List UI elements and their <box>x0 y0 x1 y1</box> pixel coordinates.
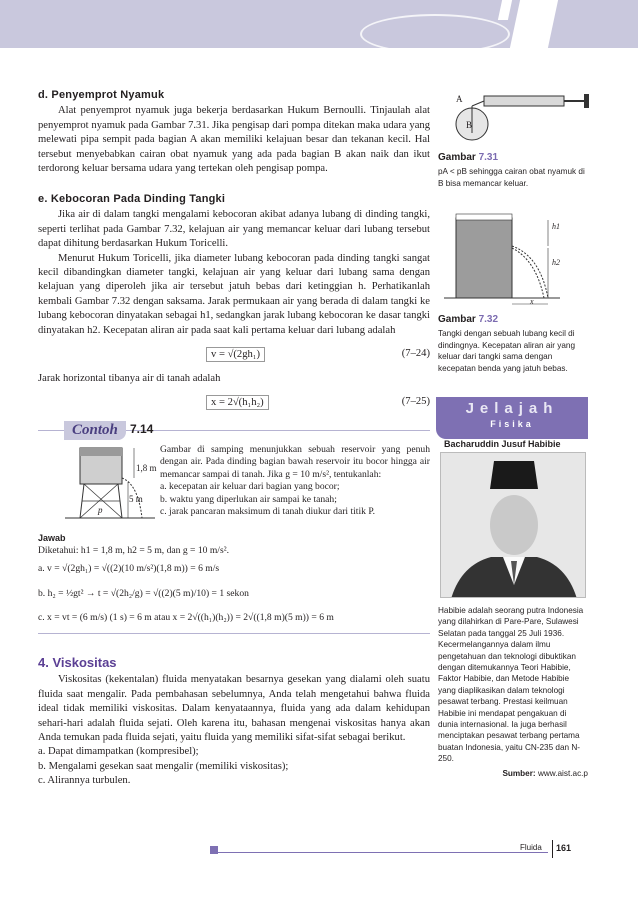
pump-handle <box>584 94 589 108</box>
example-tag: Contoh <box>64 421 126 440</box>
label-b: B <box>466 120 473 130</box>
section-e-paragraph-2: Menurut Hukum Toricelli, jika diameter lubang kebocoran pada dinding tangki sangat kecil dibandingkan diameter tangki, kelajuan air yang keluar dari lubang sama dengan kelajuan yang diperoleh jika air tersebut jatuh bebas dari ketinggian h. Perhatikanlah kembali Gambar 7.32 dengan saksama. Jarak permukaan air yang berada di dalam tangki ke lubang kebocoran dinyatakan sebagai h1, sedangkan jarak lubang kebocoran ke dasar tangki dinyatakan h2. Kecepatan aliran air pada saat kali pertama keluar dari lubang adalah <box>38 252 430 336</box>
decorative-stripe <box>498 0 512 20</box>
jelajah-subtitle: Fisika <box>490 419 534 429</box>
example-item: b. waktu yang diperlukan air sampai ke tanah; <box>160 493 337 505</box>
section-4-heading: 4. Viskositas <box>38 655 117 670</box>
tank-top <box>456 214 512 220</box>
figure-word: Gambar <box>438 314 476 325</box>
decorative-ring <box>360 14 510 54</box>
label-x: x <box>530 297 534 306</box>
jelajah-title: Jelajah <box>465 400 559 417</box>
equation-v: v = √(2gh₁) <box>206 347 265 362</box>
chapter-name: Fluida <box>520 843 542 852</box>
section-e-heading: e. Kebocoran Pada Dinding Tangki <box>38 193 226 205</box>
face <box>490 495 538 555</box>
example-item: a. kecepatan air keluar dari bagian yang bocor; <box>160 481 340 493</box>
figure-caption-text: pA < pB sehingga cairan obat nyamuk di B bisa memancar keluar. <box>438 167 585 188</box>
equation-7-25 <box>38 395 430 411</box>
page-number: 161 <box>556 843 572 853</box>
example-question <box>160 444 430 518</box>
answer-given: Diketahui: h1 = 1,8 m, h2 = 5 m, dan g = 10 m/s². <box>38 544 229 556</box>
label-h1: 1,8 m <box>136 463 157 473</box>
figure-caption-text: Tangki dengan sebuah lubang kecil di dindingnya. Kecepatan aliran air yang keluar dari tangki sama dengan kecepatan benda yang jatuh bebas. <box>438 329 576 373</box>
sprayer-figure <box>444 88 596 146</box>
example-text: Gambar di samping menunjukkan sebuah reservoir yang penuh dengan air. Pada dinding bagian bawah reservoir itu bocor hingga air memancar sampai di tanah. Jika g = 10 m/s², tentukanlah: <box>160 444 430 480</box>
habibie-photo <box>440 452 586 598</box>
equation-number: (7–25) <box>401 396 430 407</box>
footer-line <box>218 852 548 853</box>
jelajah-bio <box>438 605 588 779</box>
list-item: b. Mengalami gesekan saat mengalir (memiliki viskositas); <box>38 760 289 772</box>
tank <box>456 218 512 298</box>
person-name: Bacharuddin Jusuf Habibie <box>444 439 561 449</box>
section-e <box>38 192 430 338</box>
label-h1: h1 <box>552 222 560 231</box>
example-header <box>38 421 430 441</box>
section-e-paragraph-1: Jika air di dalam tangki mengalami kebocoran akibat adanya lubang di dinding tangki, seperti terlihat pada Gambar 7.32, kelajuan air yang memancar keluar dari lubang tersebut dapat dihitung berdasarkan Hukum Toricelli. <box>38 209 430 250</box>
figure-7-31-caption <box>438 152 588 189</box>
answer-c: c. x = vt = (6 m/s) (1 s) = 6 m atau x = 2√((h₁)(h₂)) = 2√((1,8 m)(5 m)) = 6 m <box>38 612 334 624</box>
figure-number: 7.31 <box>478 152 499 163</box>
peci-cap <box>490 461 538 489</box>
figure-title <box>438 152 588 163</box>
section-e-paragraph-3: Jarak horizontal tibanya air di tanah adalah <box>38 373 221 384</box>
equation-7-24 <box>38 347 430 363</box>
label-h2: h2 <box>552 258 560 267</box>
header-band <box>0 0 638 48</box>
figure-number: 7.32 <box>478 314 499 325</box>
figure-title <box>438 314 588 325</box>
answer-a: a. v = √(2gh₁) = √((2)(10 m/s²)(1,8 m)) = 6 m/s <box>38 563 220 575</box>
source-line <box>438 768 588 779</box>
example-number: 7.14 <box>130 422 154 436</box>
footer-separator <box>552 840 553 858</box>
footer-square <box>210 846 218 854</box>
portrait-image <box>441 453 586 598</box>
source-text: www.aist.ac.p <box>537 768 588 778</box>
section-d-heading: d. Penyemprot Nyamuk <box>38 89 165 101</box>
section-4-paragraph: Viskositas (kekentalan) fluida menyatakan besarnya gesekan yang dialami oleh suatu fluida saat mengalir. Pada pembahasan sebelumnya, Anda telah mengetahui bahwa fluida ideal tidak memiliki viskositas. Dalam kenyataannya, fluida yang ada dalam kehidupan sehari-hari adalah fluida sejati. Oleh karena itu, bahasan mengenai viskositas hanya akan Anda temukan pada fluida sejati, yaitu fluida yang memiliki sifat-sifat sebagai berikut. <box>38 674 430 744</box>
answer-b: b. h₂ = ½gt² → t = √(2h₂/g) = √((2)(5 m)/10) = 1 sekon <box>38 587 249 599</box>
label-h2: 5 m <box>129 494 143 504</box>
reservoir-figure <box>60 444 160 524</box>
equation-number: (7–24) <box>401 348 430 359</box>
figure-word: Gambar <box>438 152 476 163</box>
divider <box>38 633 430 634</box>
list-item: a. Dapat dimampatkan (kompresibel); <box>38 746 199 758</box>
tank-figure <box>440 208 590 310</box>
label-a: A <box>456 94 463 104</box>
answer-heading: Jawab <box>38 533 66 543</box>
equation-x: x = 2√(h₁h₂) <box>206 395 269 410</box>
section-d-paragraph: Alat penyemprot nyamuk juga bekerja berdasarkan Hukum Bernoulli. Tinjaulah alat penyemprot nyamuk pada Gambar 7.31. Jika pengisap dari pompa ditekan maka udara yang melewati pipa sempit pada bagian A akan memiliki kelajuan besar dan tekanan kecil. Hal tersebut menyebabkan cairan obat nyamuk yang ada pada bagian B akan naik dan ikut terdorong keluar bersama udara yang tertekan oleh pengisap pompa. <box>38 105 430 175</box>
section-e-jarak <box>38 372 430 386</box>
decorative-stripe <box>510 0 558 48</box>
section-d <box>38 88 430 176</box>
jelajah-banner <box>436 397 588 439</box>
section-4 <box>38 656 430 789</box>
list-item: c. Alirannya turbulen. <box>38 775 131 787</box>
pump-cylinder <box>484 96 564 106</box>
example-item: c. jarak pancaran maksimum di tanah diukur dari titik P. <box>160 506 376 518</box>
label-p: p <box>98 505 103 515</box>
example-answer <box>38 532 430 625</box>
bio-text: Habibie adalah seorang putra Indonesia yang dilahirkan di Pare-Pare, Sulawesi Selatan pada tanggal 25 Juli 1936. Kecermelangannya dalam ilmu pengetahuan dan teknologi dibuktikan dengan ditemukannya Teori Habibie, Faktor Habibie, dan Metode Habibie yang diaplikasikan dalam teknologi pesawat terbang. Prestasi keilmuan Habibie ini mendapat pengakuan di dunia internasional. Ia juga berhasil menciptakan pesawat terbang pertama buatan Indonesia, yaitu CN-235 dan N-250. <box>438 606 584 764</box>
source-label: Sumber: <box>502 768 536 778</box>
figure-7-32-caption <box>438 314 588 374</box>
reservoir-water-top <box>80 448 122 456</box>
nozzle <box>472 101 484 106</box>
